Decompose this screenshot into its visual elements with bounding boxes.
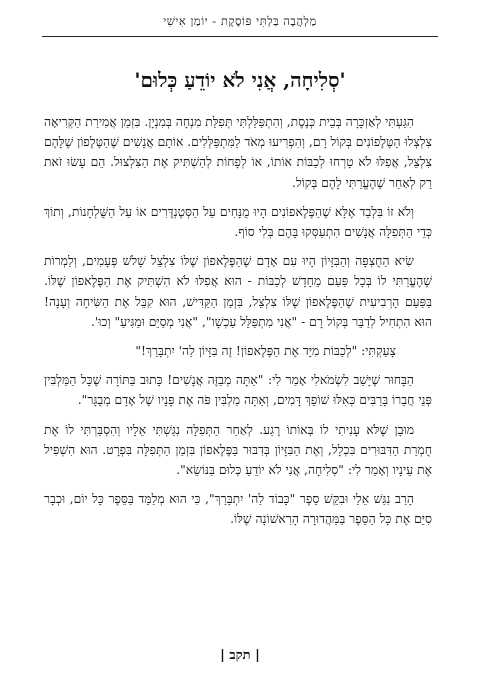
paragraph: וְלֹא זוֹ בִּלְבַד אֶלָּא שֶׁהַפֶּלֶאפוֹנִים הָיוּ מֻנָּחִים עַל הַסְּטֶנְדֶּרִים אוֹ עַל הַשֻּׁלְחָנוֹת, וְתוֹךְ כְּדֵי הַתְּפִלָּה אֲנָשִׁים הִתְעַסְּקוּ בָּהֶם בְּלִי סוֹף. [44,204,432,240]
paragraph: הָרַב נִגַּשׁ אֵלַי וּבִקֵּשׁ סֵפֶר "כָּבוֹד לַה' יִתְבָּרַךְ", כִּי הוּא מְלַמֵּד בַּסֵּפֶר כָּל יוֹם, וּכְבָר סִיֵּם אֶת כָּל הַסֵּפֶר בַּמַּהֲדוּרָה הָרִאשׁוֹנָה שֶׁלּוֹ. [44,492,432,527]
paragraph: צָעַקְתִּי: "לְכַבּוֹת מִיָּד אֶת הַפֶּלֶאפוֹן! זֶה בִּזָּיוֹן לַה' יִתְבָּרַךְ!" [135,344,396,359]
paragraph: הַבָּחוּר שֶׁיָּשַׁב לִשְׂמֹאלִי אָמַר לִי: "אַתָּה מְבַזֶּה אֲנָשִׁים! כָּתוּב בַּתּוֹרָה שֶׁכָּל הַמַּלְבִּין פְּנֵי חֲבֵרוֹ בָּרַבִּים כְּאִלּוּ שׁוֹפֵךְ דָּמִים, וְאַתָּה מַלְבִּין פֹּה אֶת פָּנָיו שֶׁל אָדָם מְבֻגָּר". [44,373,432,408]
page-number: | תקב | [220,648,260,663]
chapter-title: 'סְלִיחָה, אֲנִי לֹא יוֹדֵעַ כְּלוּם' [134,68,346,92]
header-divider [42,36,438,37]
body-text [44,112,432,539]
paragraph: מוּבָן שֶׁלֹּא עָנִיתִי לוֹ בְּאוֹתוֹ רֶגַע. לְאַחַר הַתְּפִלָּה נִגַּשְׁתִּי אֵלָיו וְהִסְבַּרְתִּי לוֹ אֶת חֻמְרַת הַדִּבּוּרִים בִּכְלָל, וְאֶת הַבִּזָּיוֹן בְּדִבּוּר בַּפֶּלֶאפוֹן בִּזְמַן הַתְּפִלָּה בִּפְרָט. הוּא הִשְׁפִּיל אֶת עֵינָיו וְאָמַר לִי: "סְלִיחָה, אֲנִי לֹא יוֹדֵעַ כְּלוּם בַּנּוֹשֵׂא". [44,422,432,478]
running-header: מַלְהֲבָה בַּלְתִּי פּוֹסֶקֶת - יוֹמַן אִישִׁי [163,14,317,28]
paragraph: שִׂיא הַחֻצְפָּה וְהַבִּזָּיוֹן הָיוּ עִם אָדָם שֶׁהַפֶּלֶאפוֹן שֶׁלּוֹ צִלְצֵל שָׁלֹשׁ פְּעָמִים, וְלַמְרוֹת שֶׁהֶעֱרַתִּי לוֹ בְּכָל פַּעַם מֵחָדָשׁ לְכַבּוֹת - הוּא אֲפִלּוּ לֹא הִשְׁתִּיק אֶת הַפֶּלֶאפוֹן שֶׁלּוֹ. בַּפַּעַם הָרְבִיעִית שֶׁהַפֶּלֶאפוֹן שֶׁלּוֹ צִלְצֵל, בִּזְמַן הַקַּדִּישׁ, הוּא קִבֵּל אֶת הַשִּׂיחָה וְעָנָה! הוּא הִתְחִיל לְדַבֵּר בְּקוֹל רָם - "אֲנִי מִתְפַּלֵּל עַכְשָׁו", "אֲנִי מְסַיֵּם וּמַגִּיעַ" וְכוּ'. [44,254,432,329]
paragraph: הִגַּעְתִּי לְאַזְכָּרָה בְּבֵית כְּנֶסֶת, וְהִתְפַּלַּלְתִּי תְּפִלַּת מִנְחָה בְּמִנְיָן. בִּזְמַן אֲמִירַת הַקְּרִיאָה צִלְצְלוּ הַטֶּלֶפוֹנִים בְּקוֹל רָם, וְהִפְרִיעוּ מְאֹד לַמִּתְפַּלְּלִים. אוֹתָם אֲנָשִׁים שֶׁהַטֶּלֶפוֹן שֶׁלָּהֶם צִלְצֵל, אֲפִלּוּ לֹא טָרְחוּ לְכַבּוֹת אוֹתוֹ, אוֹ לְפָחוֹת לְהַשְׁתִּיק אֶת הַצִּלְצוּל. הֵם עָשׂוּ זֹאת רַק לְאַחַר שֶׁהֶעֱרַתִּי לָהֶם בְּקוֹל. [44,115,432,190]
